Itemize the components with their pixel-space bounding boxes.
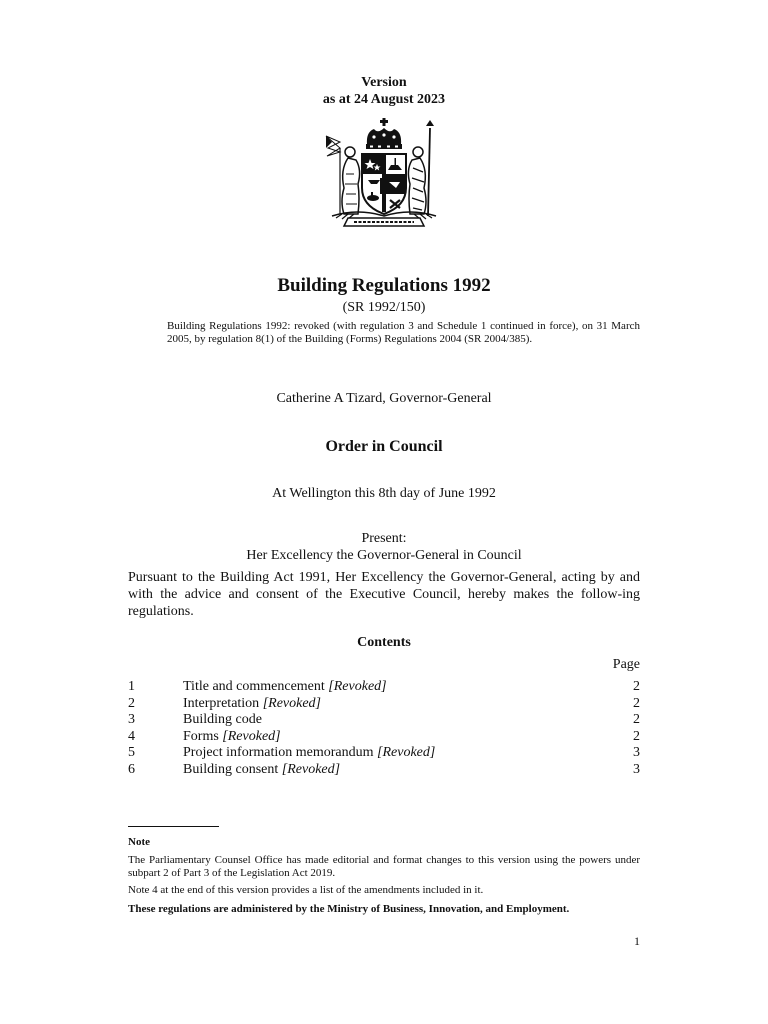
- version-label: Version: [361, 75, 407, 90]
- toc-page: 3: [633, 745, 640, 761]
- version-date: as at 24 August 2023: [322, 92, 446, 107]
- toc-number: 2: [128, 695, 135, 711]
- toc-entry[interactable]: [128, 761, 640, 778]
- note-paragraph-administered: These regulations are administered by the Ministry of Business, Innovation, and Employment.: [128, 903, 570, 915]
- sr-number: (SR 1992/150): [342, 300, 426, 315]
- toc-title: Title and commencement [Revoked]: [183, 679, 387, 694]
- contents-heading: Contents: [357, 635, 411, 650]
- regulation-title: Building Regulations 1992: [277, 275, 491, 296]
- contents-page-label: Page: [612, 657, 640, 672]
- toc-page: 2: [633, 712, 640, 728]
- toc-number: 5: [128, 745, 135, 761]
- toc-page: 2: [633, 679, 640, 694]
- note-heading: Note: [128, 836, 150, 848]
- footnote-divider: [128, 826, 219, 827]
- preamble-paragraph: Pursuant to the Building Act 1991, Her Excellency the Governor-General, acting by and with the advice and consent of the Executive Council, hereby makes the follow-ing regulations.: [128, 570, 640, 619]
- governor-general-line: Catherine A Tizard, Governor-General: [276, 391, 492, 406]
- toc-number: 4: [128, 728, 135, 744]
- toc-title: Building code: [183, 712, 262, 728]
- toc-status: [Revoked]: [377, 745, 436, 761]
- toc-entry[interactable]: [128, 695, 640, 712]
- at-wellington-line: At Wellington this 8th day of June 1992: [272, 486, 496, 501]
- toc-page: 2: [633, 728, 640, 744]
- toc-status: [Revoked]: [281, 761, 341, 777]
- present-label: Present:: [361, 531, 407, 546]
- toc-title: Interpretation [Revoked]: [183, 695, 321, 711]
- contents-list: [128, 678, 640, 778]
- toc-entry[interactable]: [128, 744, 640, 761]
- toc-number: 1: [128, 679, 135, 694]
- toc-page: 2: [633, 695, 640, 711]
- toc-page: 3: [633, 761, 640, 777]
- toc-status: [Revoked]: [328, 679, 387, 694]
- order-in-council-heading: Order in Council: [325, 438, 443, 455]
- toc-entry[interactable]: [128, 711, 640, 728]
- note-paragraph-editorial: The Parliamentary Counsel Office has made editorial and format changes to this version using the powers under subpart 2 of Part 3 of the Legislation Act 2019.: [128, 854, 640, 879]
- toc-status: [Revoked]: [222, 728, 281, 744]
- toc-number: 6: [128, 761, 135, 777]
- revocation-note: Building Regulations 1992: revoked (with regulation 3 and Schedule 1 continued in force), on 31 March 2005, by regulation 8(1) of the Building (Forms) Regulations 2004 (SR 2004/385).: [167, 320, 640, 345]
- version-block: [0, 74, 768, 108]
- nz-coat-of-arms-icon: [318, 118, 450, 230]
- toc-entry[interactable]: [128, 678, 640, 695]
- present-who: Her Excellency the Governor-General in Council: [246, 548, 522, 563]
- page-number: 1: [634, 934, 640, 948]
- toc-title: Forms [Revoked]: [183, 728, 281, 744]
- toc-title: Building consent [Revoked]: [183, 761, 341, 777]
- toc-number: 3: [128, 712, 135, 728]
- toc-entry[interactable]: [128, 728, 640, 745]
- toc-title: Project information memorandum [Revoked]: [183, 745, 436, 761]
- note-paragraph-amendments: Note 4 at the end of this version provides a list of the amendments included in it.: [128, 884, 484, 896]
- toc-status: [Revoked]: [262, 695, 321, 711]
